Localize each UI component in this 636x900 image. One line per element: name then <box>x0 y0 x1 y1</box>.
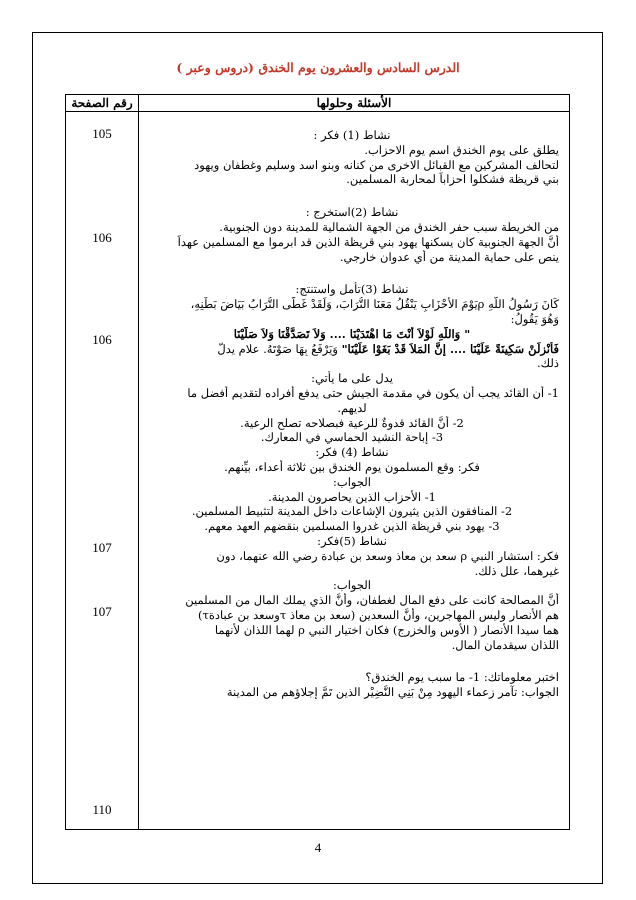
activity4-point: 3- يهود بني قريظة الذين غدروا المسلمين بنقضهم العهد معهم. <box>204 519 500 534</box>
poem-verse-tail: وَيَرْفَعُ بِهَا صَوْتَهُ. علام يدلّ <box>217 341 342 356</box>
activity3-heading: نشاط (3)تأمل واستنتج: <box>295 282 409 297</box>
hadith-line: كَانَ رَسُولُ اللَّهِ ρيَوْمَ الأَحْزَابِ يَنْقُلُ مَعَنَا التُّرَابَ، وَلَقَدْ غَطَّى التُّرَابُ بَيَاضَ بَطْنِهِ، <box>190 297 559 312</box>
poem-verse-line <box>145 342 559 357</box>
activity5-heading: نشاط (5)فكر: <box>317 533 387 548</box>
activity4-point: 1- الأحزاب الذين يحاصرون المدينة. <box>268 489 436 504</box>
lesson-title: الدرس السادس والعشرون يوم الخندق (دروس وعبر ) <box>176 60 460 75</box>
activity1-heading: نشاط (1) فكر : <box>313 128 391 142</box>
table-body-row <box>66 112 570 830</box>
activity5-answer: هم الأنصار وليس المهاجرين، وأنَّ السعدين (سعد بن معاذ τوسعد بن عبادةτ) <box>197 607 559 622</box>
page-ref: 110 <box>92 802 112 817</box>
poem-verse: " وَاللَّهِ لَوْلاَ أَنْتَ مَا اهْتَدَيْنَا .... وَلاَ تَصَدَّقْنَا وَلاَ صَلَّيْنَا <box>233 326 471 341</box>
activity3-point: 2- أنَّ القائد قدوةٌ للرعية فبصلاحه تصلح الرعية. <box>240 415 464 430</box>
activity3-indicates: يدل على ما يأتي: <box>311 371 393 386</box>
poem-verse: فَأَنْزِلَنْ سَكِينَةً عَلَيْنَا .... إِنَّ المَلاَ قَدْ بَغَوْا عَلَيْنَا" <box>341 341 559 356</box>
header-questions: الأسئلة وحلولها <box>139 95 570 112</box>
header-page-number: رقم الصفحة <box>66 95 139 112</box>
page-refs-column <box>66 112 139 830</box>
answers-content <box>139 112 569 700</box>
activity3-tail: ذلك. <box>537 356 559 371</box>
page-ref: 107 <box>92 540 112 555</box>
activity5-question: فكر: استشار النبي ρ سعد بن معاذ وسعد بن عبادة رضي الله عنهما، دون <box>216 548 559 563</box>
questions-column <box>139 112 570 830</box>
hadith-line: وَهُوَ يَقُولُ: <box>510 311 559 326</box>
activity5-answer-label: الجواب: <box>333 578 371 593</box>
test-answer: الجواب: تآمر زعماء اليهود مِنْ بَنِي النَّضِيْر الذين تَمَّ إجلاؤهم من المدينة <box>226 685 559 700</box>
page-ref: 105 <box>92 126 112 141</box>
activity2-line: أنَّ الجهة الجنوبية كان يسكنها يهود بني قريظة الذين قد ابرموا مع المسلمين عهداً <box>177 234 559 249</box>
table-header-row <box>66 95 570 112</box>
page-ref: 107 <box>92 604 112 619</box>
activity4-point: 2- المنافقون الذين يثيرون الإشاعات داخل المدينة لتثبيط المسلمين. <box>191 504 513 519</box>
activity4-heading: نشاط (4) فكر: <box>315 445 389 460</box>
activity1-line: بني قريظة فشكلوا احزاباً لمحاربة المسلمين. <box>346 172 559 187</box>
test-question: اختبر معلوماتك: 1- ما سبب يوم الخندق؟ <box>365 670 559 685</box>
activity2-heading: نشاط (2)استخرج : <box>305 205 399 220</box>
page-ref: 106 <box>92 332 112 347</box>
questions-table <box>65 94 570 830</box>
page-number: 4 <box>314 840 322 855</box>
activity4-question: فكر: وقع المسلمون يوم الخندق بين ثلاثة أعداء، بيِّنهم. <box>224 459 480 474</box>
activity5-answer: اللذان سيقدمان المال. <box>451 637 559 652</box>
activity5-answer: أنَّ المصالحة كانت على دفع المال لغطفان، وأنَّ الذي يملك المال من المسلمين <box>185 593 559 608</box>
activity5-answer: هما سيدا الأنصار ( الأوس والخزرج) فكان اختيار النبي ρ لهما اللذان لأنهما <box>214 622 559 637</box>
activity2-line: ينص على حماية المدينة من أي عدوان خارجي. <box>339 249 559 264</box>
activity3-point: لديهم. <box>337 400 367 415</box>
activity3-point: 3- إباحة النشيد الحماسي في المعارك. <box>260 430 444 445</box>
activity1-line: يطلق على يوم الخندق اسم يوم الاحزاب. <box>364 142 559 157</box>
activity4-answer-label: الجواب: <box>333 474 371 489</box>
activity2-line: من الخريطة سبب حفر الخندق من الجهة الشمالية للمدينة دون الجنوبية. <box>219 219 559 234</box>
activity1-line: لتحالف المشركين مع القبائل الاخرى من كنانه وبنو اسد وسليم وغطفان ويهود <box>194 157 559 172</box>
activity3-point: 1- أن القائد يجب أن يكون في مقدمة الجيش حتى يدفع أفراده لتقديم أفضل ما <box>187 385 559 400</box>
activity5-question: غيرهما، علل ذلك. <box>474 563 559 578</box>
page-ref: 106 <box>92 230 112 245</box>
